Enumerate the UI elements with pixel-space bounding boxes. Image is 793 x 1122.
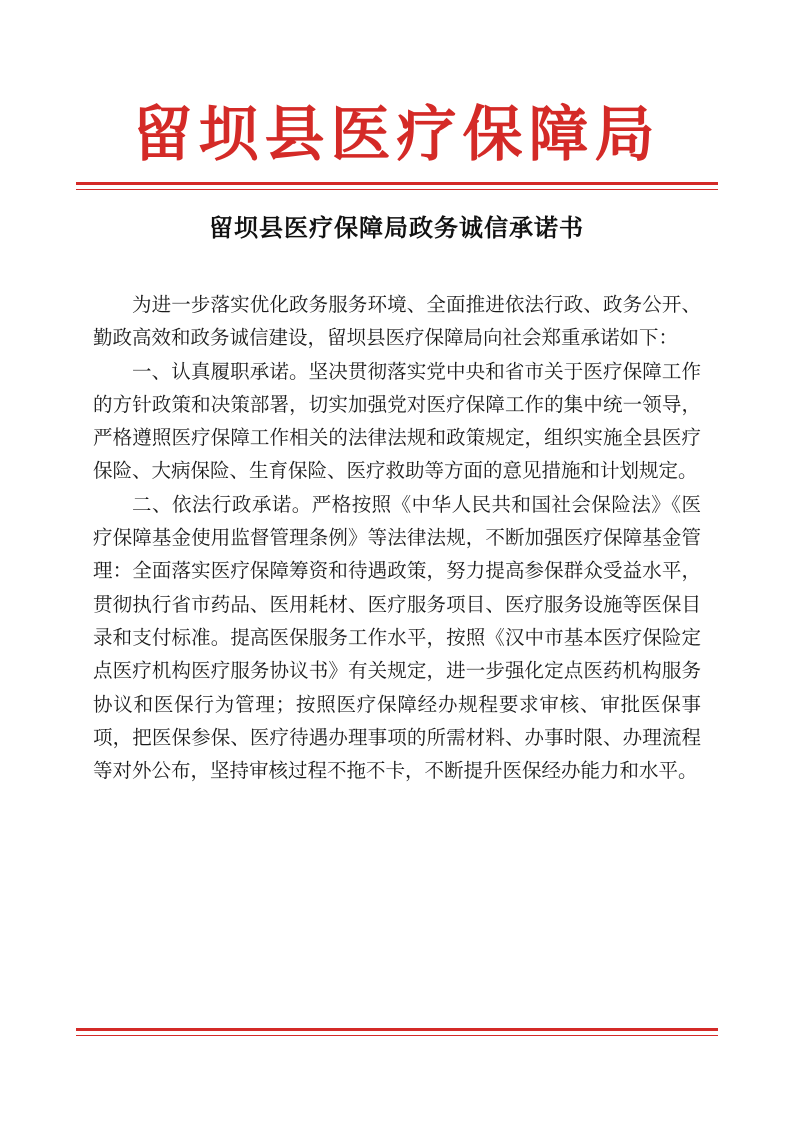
header-divider-thick — [76, 182, 718, 185]
organization-header: 留坝县医疗保障局 — [132, 100, 661, 170]
footer-divider-thick — [76, 1028, 718, 1031]
commitment-paragraph-1: 一、认真履职承诺。坚决贯彻落实党中央和省市关于医疗保障工作的方针政策和决策部署，切实加强党对医疗保障工作的集中统一领导，严格遵照医疗保障工作相关的法律法规和政策规定，组织实施全县医疗保险、大病保险、生育保险、医疗救助等方面的意见措施和计划规定。 — [93, 359, 701, 483]
header-divider-thin — [76, 189, 718, 190]
document-body — [93, 288, 701, 787]
document-title: 留坝县医疗保障局政务诚信承诺书 — [209, 213, 584, 242]
footer-divider-thin — [76, 1035, 718, 1036]
intro-paragraph: 为进一步落实优化政务服务环境、全面推进依法行政、政务公开、勤政高效和政务诚信建设，留坝县医疗保障局向社会郑重承诺如下： — [93, 293, 701, 350]
commitment-paragraph-2: 二、依法行政承诺。严格按照《中华人民共和国社会保险法》《医疗保障基金使用监督管理条例》等法律法规，不断加强医疗保障基金管理：全面落实医疗保障筹资和待遇政策，努力提高参保群众受益水平，贯彻执行省市药品、医用耗材、医疗服务项目、医疗服务设施等医保目录和支付标准。提高医保服务工作水平，按照《汉中市基本医疗保险定点医疗机构医疗服务协议书》有关规定，进一步强化定点医药机构服务协议和医保行为管理；按照医疗保障经办规程要求审核、审批医保事项，把医保参保、医疗待遇办理事项的所需材料、办事时限、办理流程等对外公布，坚持审核过程不拖不卡，不断提升医保经办能力和水平。 — [93, 492, 701, 783]
